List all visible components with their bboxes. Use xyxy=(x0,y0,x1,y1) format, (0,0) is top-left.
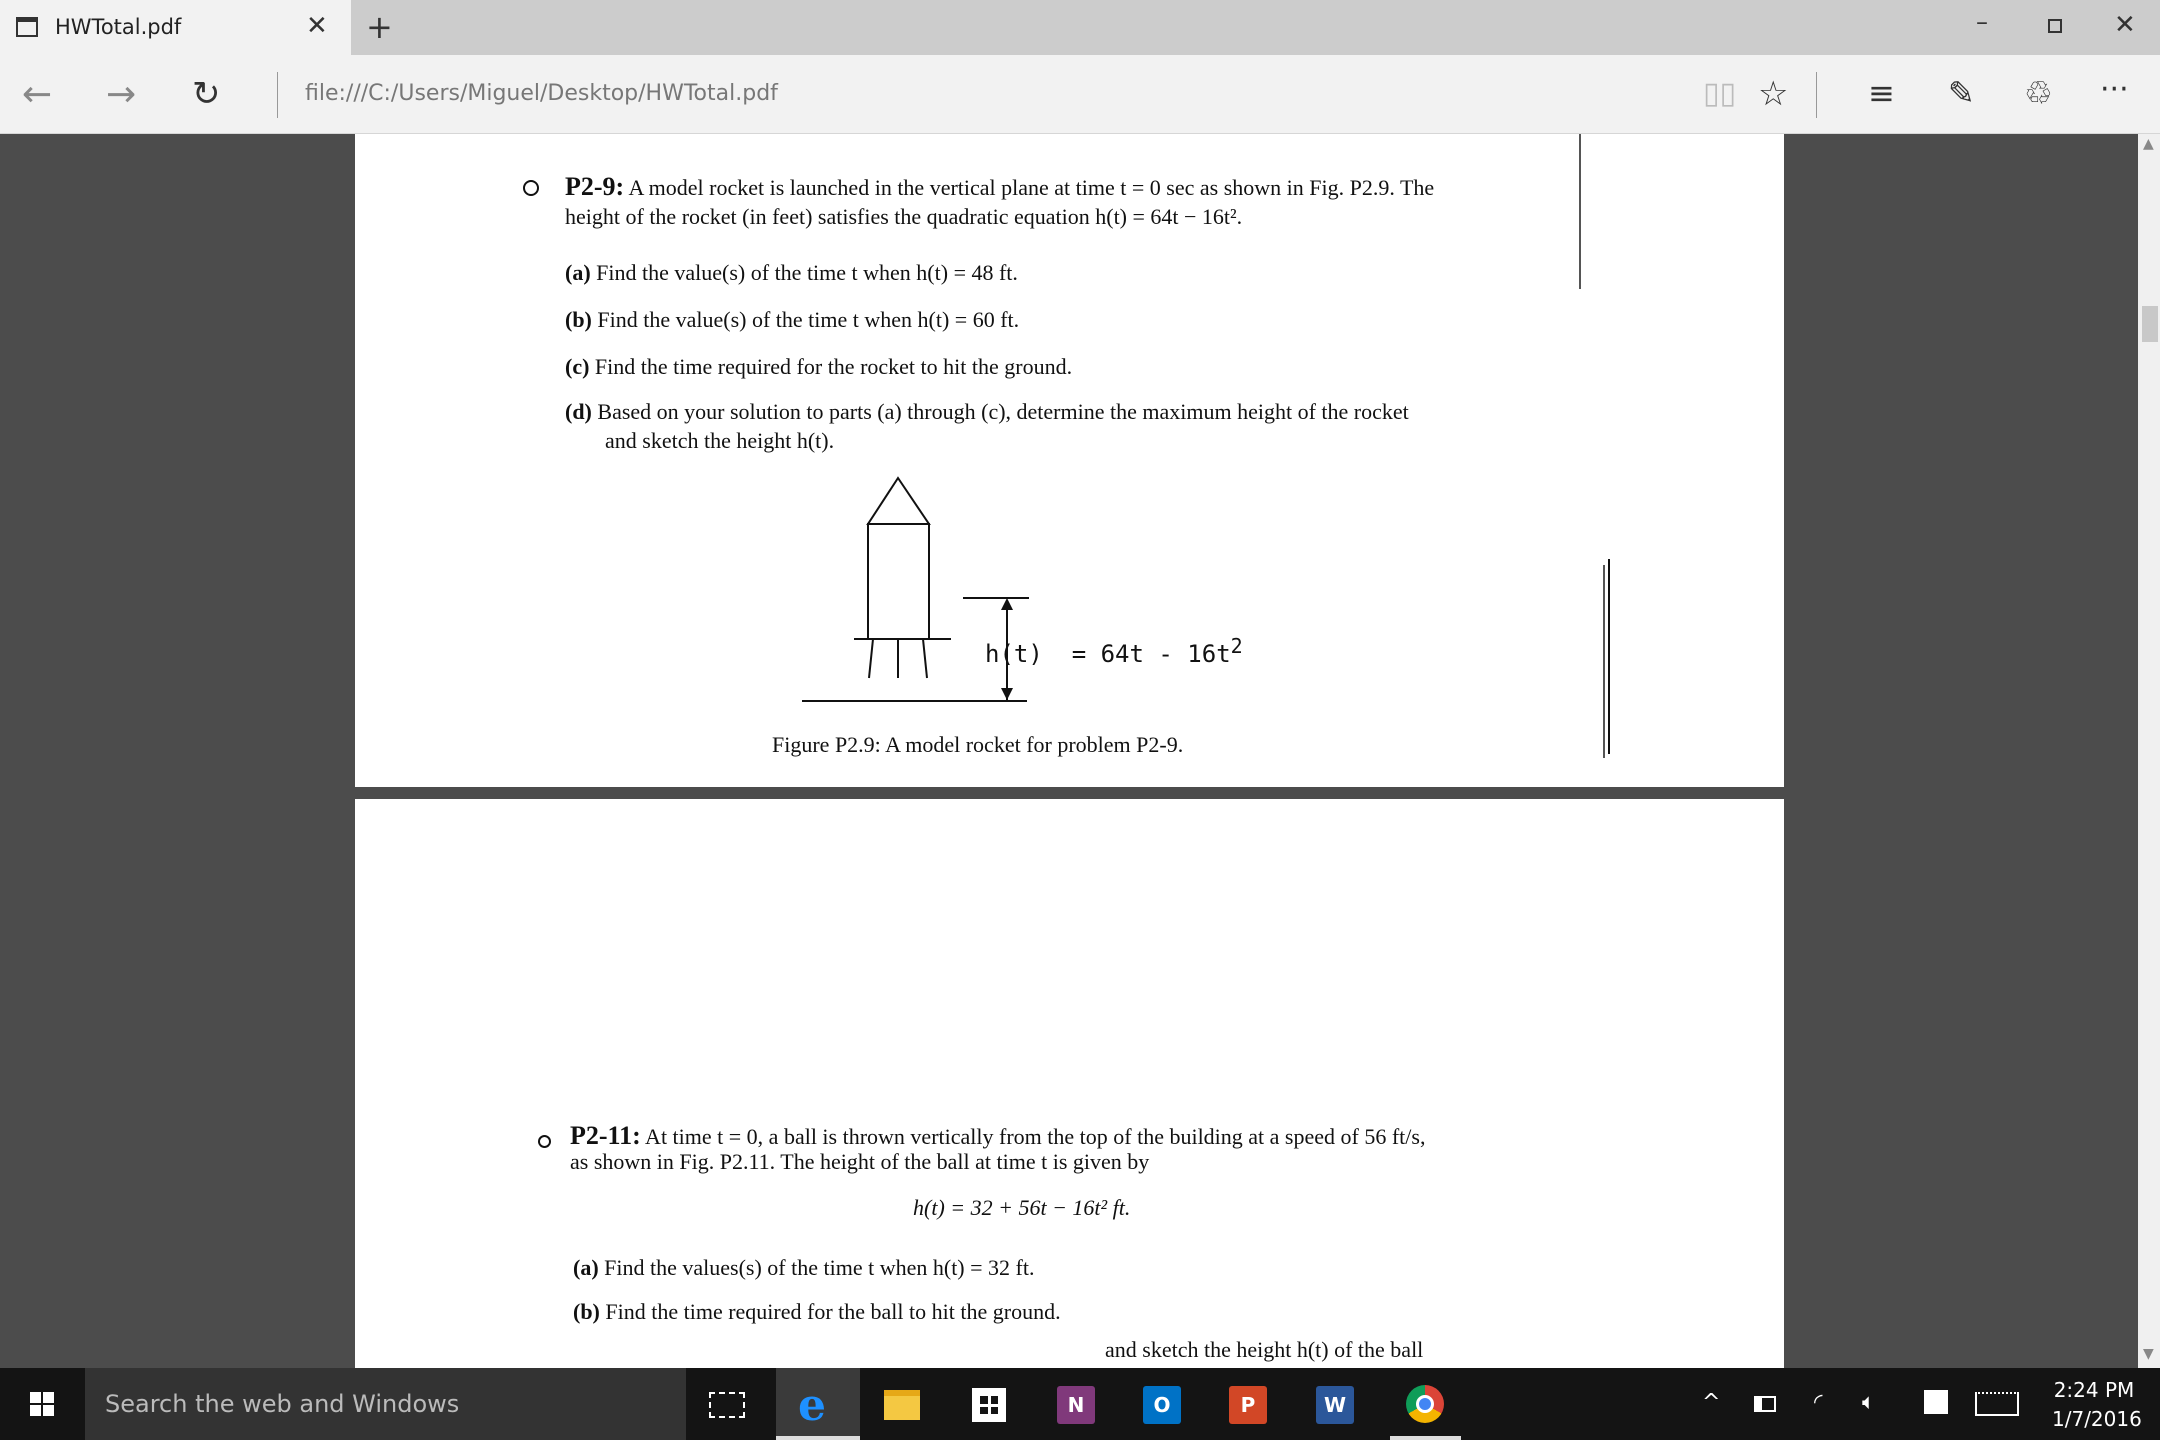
hub-icon[interactable]: ≡ xyxy=(1868,74,1895,112)
part-label: (b) xyxy=(573,1299,600,1324)
pdf-page-2 xyxy=(355,799,1784,1368)
favorite-star-icon[interactable]: ☆ xyxy=(1758,74,1789,114)
rocket-body xyxy=(868,524,929,639)
notifications-icon[interactable] xyxy=(1924,1390,1948,1414)
part-text: Find the time required for the ball to hit the ground. xyxy=(605,1299,1061,1324)
rocket-leg xyxy=(869,639,873,678)
edge-icon: e xyxy=(798,1380,826,1431)
search-placeholder: Search the web and Windows xyxy=(105,1390,460,1418)
bullet-icon xyxy=(538,1135,551,1148)
web-note-icon[interactable]: ✎ xyxy=(1948,74,1975,112)
part-text: Find the time required for the rocket to hit the ground. xyxy=(594,354,1073,379)
start-windows-icon[interactable] xyxy=(30,1392,54,1416)
tab-close-icon[interactable]: ✕ xyxy=(306,11,328,41)
tab-title: HWTotal.pdf xyxy=(55,15,182,39)
part-b xyxy=(573,1299,1061,1325)
share-icon[interactable]: ♲ xyxy=(2024,74,2053,112)
problem-label: P2-9: xyxy=(565,172,625,201)
arrow-down-icon xyxy=(1001,688,1013,700)
chrome-app[interactable] xyxy=(1390,1368,1461,1440)
task-view-icon[interactable] xyxy=(709,1392,745,1418)
pdf-viewer xyxy=(0,134,2138,1368)
chrome-icon xyxy=(1406,1385,1444,1423)
edge-app-active[interactable] xyxy=(776,1368,860,1440)
back-icon[interactable]: ← xyxy=(22,74,53,115)
tab-page-icon xyxy=(16,17,38,37)
divider xyxy=(277,72,278,118)
refresh-icon[interactable]: ↻ xyxy=(192,74,221,114)
part-text: Based on your solution to parts (a) through (c), determine the maximum height of the rocket xyxy=(597,399,1409,424)
close-window-icon[interactable]: ✕ xyxy=(2114,10,2136,40)
new-tab-icon[interactable]: + xyxy=(366,8,393,46)
volume-icon[interactable]: 🔈︎ xyxy=(1862,1390,1876,1415)
part-label: (d) xyxy=(565,399,592,424)
tab-hwtotal[interactable] xyxy=(0,0,351,55)
part-c-partial: and sketch the height h(t) of the ball xyxy=(1105,1337,1424,1362)
rocket-nose xyxy=(868,478,929,524)
scroll-down-icon[interactable]: ▼ xyxy=(2143,1346,2154,1362)
more-icon[interactable]: ··· xyxy=(2100,72,2129,107)
outlook-icon[interactable]: O xyxy=(1143,1386,1181,1424)
onenote-icon[interactable]: N xyxy=(1057,1386,1095,1424)
time: 2:24 PM xyxy=(2053,1378,2135,1402)
part-text: Find the value(s) of the time t when h(t) = 60 ft. xyxy=(597,307,1020,332)
forward-icon[interactable]: → xyxy=(106,74,137,115)
part-text: Find the values(s) of the time t when h(t) = 32 ft. xyxy=(604,1255,1035,1280)
reading-view-icon[interactable]: ▯▯ xyxy=(1703,76,1737,111)
restore-icon[interactable] xyxy=(2048,19,2062,33)
part-text: Find the value(s) of the time t when h(t) = 48 ft. xyxy=(596,260,1018,285)
problem-label: P2-11: xyxy=(570,1121,641,1150)
problem-text: A model rocket is launched in the vertical plane at time t = 0 sec as shown in Fig. P2.9. The xyxy=(624,175,1435,200)
equation: h(t) = 32 + 56t − 16t² ft. xyxy=(913,1195,1131,1220)
part-label: (a) xyxy=(565,260,591,285)
battery-icon[interactable] xyxy=(1754,1396,1776,1412)
minimize-icon[interactable]: – xyxy=(1976,8,1988,36)
part-label: (a) xyxy=(573,1255,599,1280)
address-input[interactable]: file:///C:/Users/Miguel/Desktop/HWTotal.pdf xyxy=(305,81,778,106)
rocket-leg xyxy=(923,639,927,678)
problem-text: At time t = 0, a ball is thrown vertically from the top of the building at a speed of 56 ft/s, xyxy=(640,1124,1426,1149)
clock[interactable] xyxy=(2052,1376,2142,1434)
store-icon[interactable] xyxy=(972,1388,1006,1422)
wifi-icon[interactable]: ◜ xyxy=(1814,1390,1823,1415)
figure-label xyxy=(985,634,1243,668)
part-d-cont: and sketch the height h(t). xyxy=(605,428,835,453)
pdf-page-1 xyxy=(355,134,1784,787)
divider xyxy=(1816,72,1817,118)
word-icon[interactable]: W xyxy=(1316,1386,1354,1424)
figure-exponent: 2 xyxy=(1230,634,1243,658)
problem-p2-11-line2: as shown in Fig. P2.11. The height of the ball at time t is given by xyxy=(570,1149,1150,1174)
show-hidden-icons[interactable]: ^ xyxy=(1702,1390,1721,1415)
file-explorer-icon[interactable] xyxy=(884,1390,920,1420)
search-box[interactable] xyxy=(85,1368,686,1440)
figure-caption: Figure P2.9: A model rocket for problem P2-9. xyxy=(772,732,1184,757)
scroll-up-icon[interactable]: ▲ xyxy=(2143,136,2154,152)
rocket-figure xyxy=(355,134,1784,787)
part-label: (c) xyxy=(565,354,590,379)
problem-p2-11-line1 xyxy=(570,1121,1425,1151)
vertical-scrollbar[interactable] xyxy=(2138,134,2160,1368)
part-a xyxy=(573,1255,1034,1281)
arrow-up-icon xyxy=(1001,598,1013,610)
date: 1/7/2016 xyxy=(2052,1407,2142,1431)
taskbar xyxy=(0,1368,2160,1440)
navigation-bar xyxy=(0,55,2160,134)
problem-p2-9-line2: height of the rocket (in feet) satisfies the quadratic equation h(t) = 64t − 16t². xyxy=(565,204,1243,229)
keyboard-icon[interactable] xyxy=(1975,1392,2019,1416)
powerpoint-icon[interactable]: P xyxy=(1229,1386,1267,1424)
scrollbar-thumb[interactable] xyxy=(2142,306,2158,342)
figure-equation: h(t) = 64t - 16t xyxy=(985,640,1231,668)
tab-bar xyxy=(0,0,2160,55)
part-label: (b) xyxy=(565,307,592,332)
